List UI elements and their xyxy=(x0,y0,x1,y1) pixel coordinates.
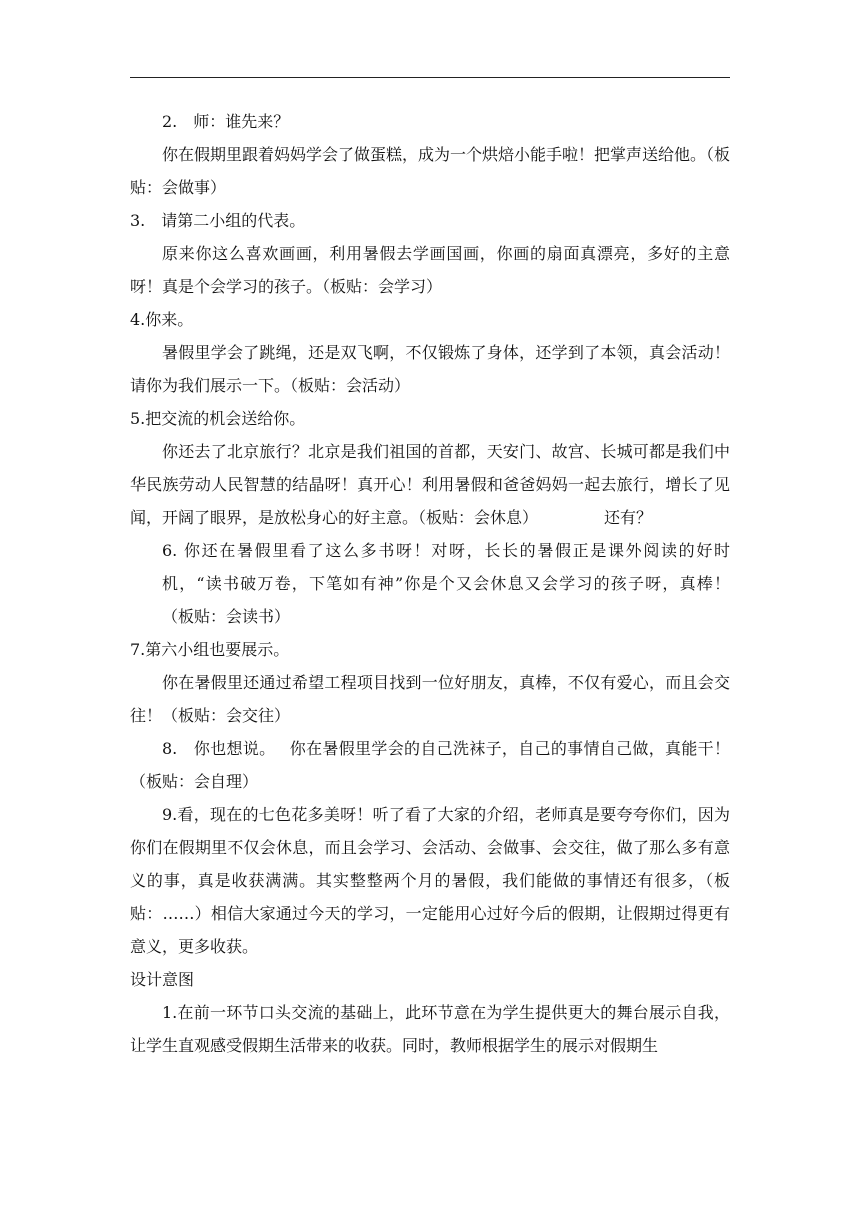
paragraph-feedback-painting: 原来你这么喜欢画画，利用暑假去学画国画，你画的扇面真漂亮，多好的主意呀！真是个会学习的孩子。（板贴：会学习） xyxy=(130,244,730,296)
item-8-prompt: 8. 你也想说。 xyxy=(162,739,276,758)
paragraph-design-intent-1: 1.在前一环节口头交流的基础上，此环节意在为学生提供更大的舞台展示自我，让学生直观感受假期生活带来的收获。同时，教师根据学生的展示对假期生 xyxy=(130,1003,730,1055)
item-8-feedback: 你在暑假里学会的自己洗袜子，自己的事情自己做，真能干！（板贴：会自理） xyxy=(130,739,730,791)
any-more-prompt: 还有？ xyxy=(604,508,653,527)
paragraph-feedback-beijing xyxy=(130,435,730,534)
paragraph-feedback-friendship: 你在暑假里还通过希望工程项目找到一位好朋友，真棒，不仅有爱心，而且会交往！（板贴：会交往） xyxy=(130,673,730,725)
document-body xyxy=(130,105,747,1062)
section-heading-design-intent: 设计意图 xyxy=(130,970,195,989)
paragraph-item-5: 5.把交流的机会送给你。 xyxy=(130,409,306,428)
beijing-text: 你还去了北京旅行？北京是我们祖国的首都，天安门、故宫、长城可都是我们中华民族劳动人民智慧的结晶呀！真开心！利用暑假和爸爸妈妈一起去旅行，增长了见闻，开阔了眼界，是放松身心的好主意。（板贴：会休息） xyxy=(130,442,730,527)
paragraph-feedback-baking: 你在假期里跟着妈妈学会了做蛋糕，成为一个烘焙小能手啦！把掌声送给他。（板贴：会做事） xyxy=(130,145,731,197)
paragraph-item-6: 6. 你还在暑假里看了这么多书呀！对呀，长长的暑假正是课外阅读的好时机，“读书破万卷，下笔如有神”你是个又会休息又会学习的孩子呀，真棒！ （板贴：会读书） xyxy=(162,541,747,626)
paragraph-item-8 xyxy=(130,732,730,798)
paragraph-item-2: 2. 师：谁先来？ xyxy=(162,112,290,131)
paragraph-item-7: 7.第六小组也要展示。 xyxy=(130,640,290,659)
paragraph-item-4: 4.你来。 xyxy=(130,310,194,329)
paragraph-item-3: 3. 请第二小组的代表。 xyxy=(130,211,306,230)
paragraph-item-9: 9.看，现在的七色花多美呀！听了看了大家的介绍，老师真是要夸夸你们，因为你们在假期里不仅会休息，而且会学习、会活动、会做事、会交往，做了那么多有意义的事，真是收获满满。其实整整两个月的暑假，我们能做的事情还有很多，（板贴：……）相信大家通过今天的学习，一定能用心过好今后的假期，让假期过得更有意义，更多收获。 xyxy=(130,805,730,956)
paragraph-feedback-jumprope: 暑假里学会了跳绳，还是双飞啊，不仅锻炼了身体，还学到了本领，真会活动！请你为我们展示一下。（板贴：会活动） xyxy=(130,343,730,395)
header-rule xyxy=(130,77,730,78)
